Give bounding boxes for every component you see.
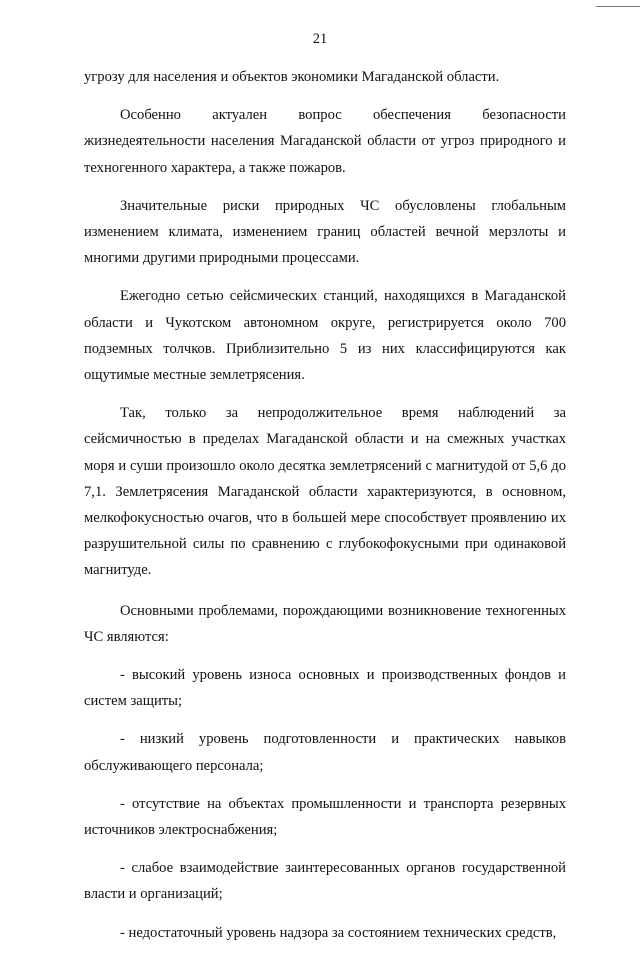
list-item-supervision: - недостаточный уровень надзора за состоянием технических средств, [120,924,557,941]
paragraph-safety-issue: Особенно актуален вопрос обеспечения безопасности жизнедеятельности населения Магаданской области от угроз природного и техногенного характера, а также пожаров. [84,107,566,176]
list-item-power-supply: - отсутствие на объектах промышленности и транспорта резервных источников электроснабжения; [84,795,566,839]
paragraph-continuation: угрозу для населения и объектов экономики Магаданской области. [84,69,500,85]
list-item-interaction: - слабое взаимодействие заинтересованных органов государственной власти и организаций; [84,860,566,903]
paragraph-main-problems: Основными проблемами, порождающими возникновение техногенных ЧС являются: [84,602,566,645]
paragraph-earthquakes: Так, только за непродолжительное время наблюдений за сейсмичностью в пределах Магаданской области и на смежных участках моря и суши произошло около десятка землетрясений с магнитудой от 5,6 до 7,1. Землетрясения Магаданской области характеризуются, в основном, мелкофокусностью очагов, что в большей мере способствует проявлению их разрушительной силы по сравнению с глубокофокусными при одинаковой магнитуде. [84,405,566,579]
list-item-personnel: - низкий уровень подготовленности и практических навыков обслуживающего персонала; [84,731,566,774]
paragraph-natural-risks: Значительные риски природных ЧС обусловлены глобальным изменением климата, изменением границ областей вечной мерзлоты и многими другими природными процессами. [84,197,566,267]
corner-line [596,6,640,7]
list-item-wear: - высокий уровень износа основных и производственных фондов и систем защиты; [84,667,566,710]
document-body [84,64,566,958]
page-number: 21 [312,31,328,47]
paragraph-seismic-stations: Ежегодно сетью сейсмических станций, находящихся в Магаданской области и Чукотском автономном округе, регистрируется около 700 подземных толчков. Приблизительно 5 из них классифицируются как ощутимые местные землетрясения. [84,288,566,384]
